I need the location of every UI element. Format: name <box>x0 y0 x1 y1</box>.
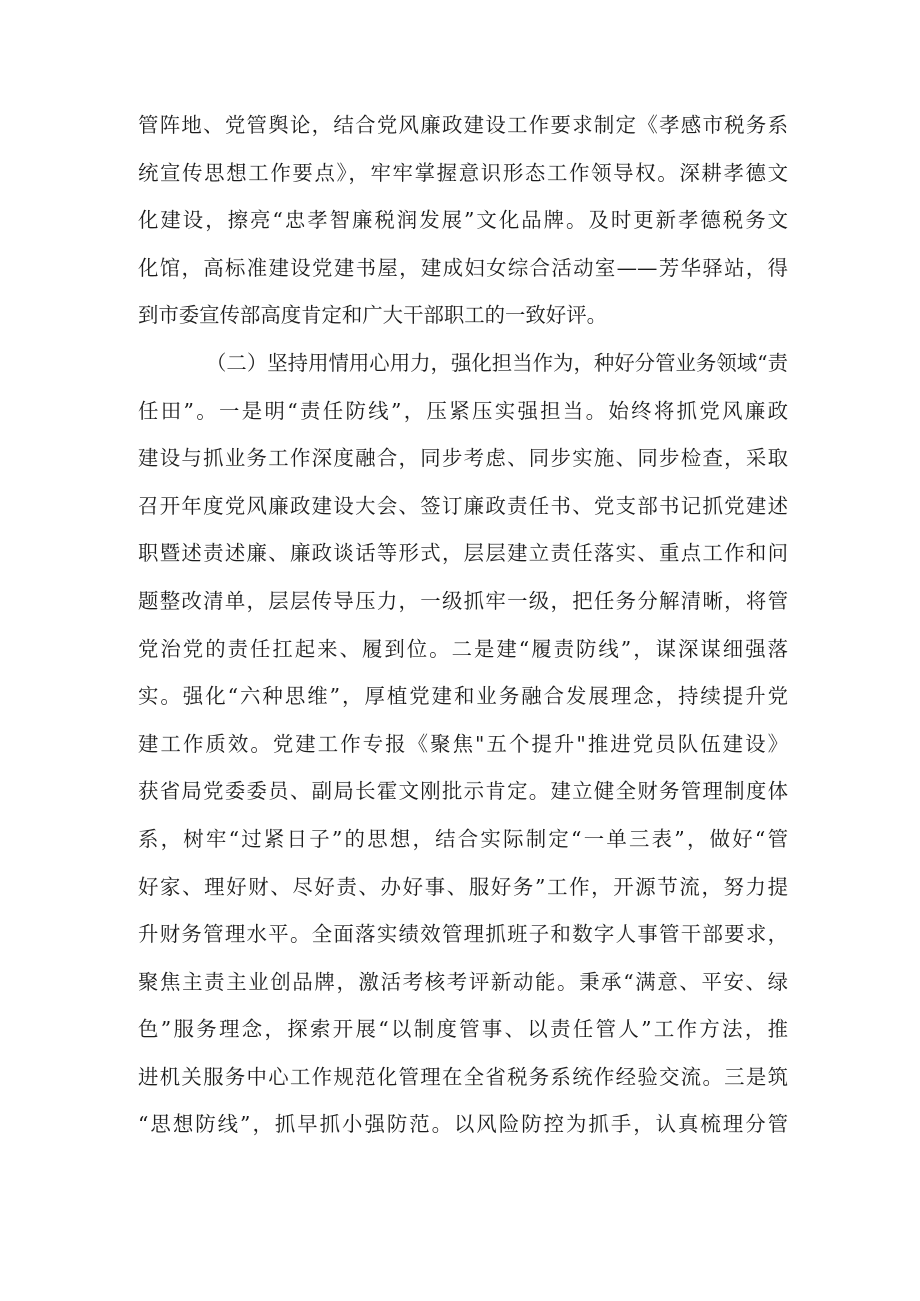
text-line: “思想防线”，抓早抓小强防范。以风险防控为抓手，认真梳理分管 <box>138 1112 788 1137</box>
text-line: 到市委宣传部高度肯定和广大干部职工的一致好评。 <box>138 303 607 328</box>
text-line: 管阵地、党管舆论，结合党风廉政建设工作要求制定《孝感市税务系 <box>138 113 788 137</box>
text-line: 获省局党委委员、副局长霍文刚批示肯定。建立健全财务管理制度体 <box>138 779 788 804</box>
paragraph-heading-line: （二）坚持用情用心用力，强化担当作为，种好分管业务领域“责 <box>206 350 788 375</box>
text-line: 任田”。一是明“责任防线”，压紧压实强担当。始终将抓党风廉政 <box>138 398 788 423</box>
text-line: 实。强化“六种思维”，厚植党建和业务融合发展理念，持续提升党 <box>138 684 788 709</box>
text-line: 系，树牢“过紧日子”的思想，结合实际制定“一单三表”，做好“管 <box>138 826 788 851</box>
text-line: 聚焦主责主业创品牌，激活考核考评新动能。秉承“满意、平安、绿 <box>138 969 788 994</box>
text-line: 好家、理好财、尽好责、办好事、服好务”工作，开源节流，努力提 <box>138 874 788 899</box>
text-line: 色”服务理念，探索开展“以制度管事、以责任管人”工作方法，推 <box>138 1017 788 1042</box>
text-line: 党治党的责任扛起来、履到位。二是建“履责防线”，谋深谋细强落 <box>138 636 788 661</box>
body-text <box>138 102 788 1149</box>
text-line: 化建设，擦亮“忠孝智廉税润发展”文化品牌。及时更新孝德税务文 <box>138 208 788 233</box>
text-line: 建设与抓业务工作深度融合，同步考虑、同步实施、同步检查，采取 <box>138 446 788 471</box>
text-line: 职暨述责述廉、廉政谈话等形式，层层建立责任落实、重点工作和问 <box>138 541 788 566</box>
text-line: 升财务管理水平。全面落实绩效管理抓班子和数字人事管干部要求， <box>138 922 788 947</box>
text-line: 化馆，高标准建设党建书屋，建成妇女综合活动室——芳华驿站，得 <box>138 255 788 280</box>
text-line: 召开年度党风廉政建设大会、签订廉政责任书、党支部书记抓党建述 <box>138 493 788 518</box>
text-line: 统宣传思想工作要点》，牢牢掌握意识形态工作领导权。深耕孝德文 <box>138 160 788 185</box>
text-line: 进机关服务中心工作规范化管理在全省税务系统作经验交流。三是筑 <box>138 1064 788 1089</box>
text-line: 建工作质效。党建工作专报《聚焦"五个提升"推进党员队伍建设》 <box>138 731 788 756</box>
text-line: 题整改清单，层层传导压力，一级抓牢一级，把任务分解清晰，将管 <box>138 588 788 613</box>
